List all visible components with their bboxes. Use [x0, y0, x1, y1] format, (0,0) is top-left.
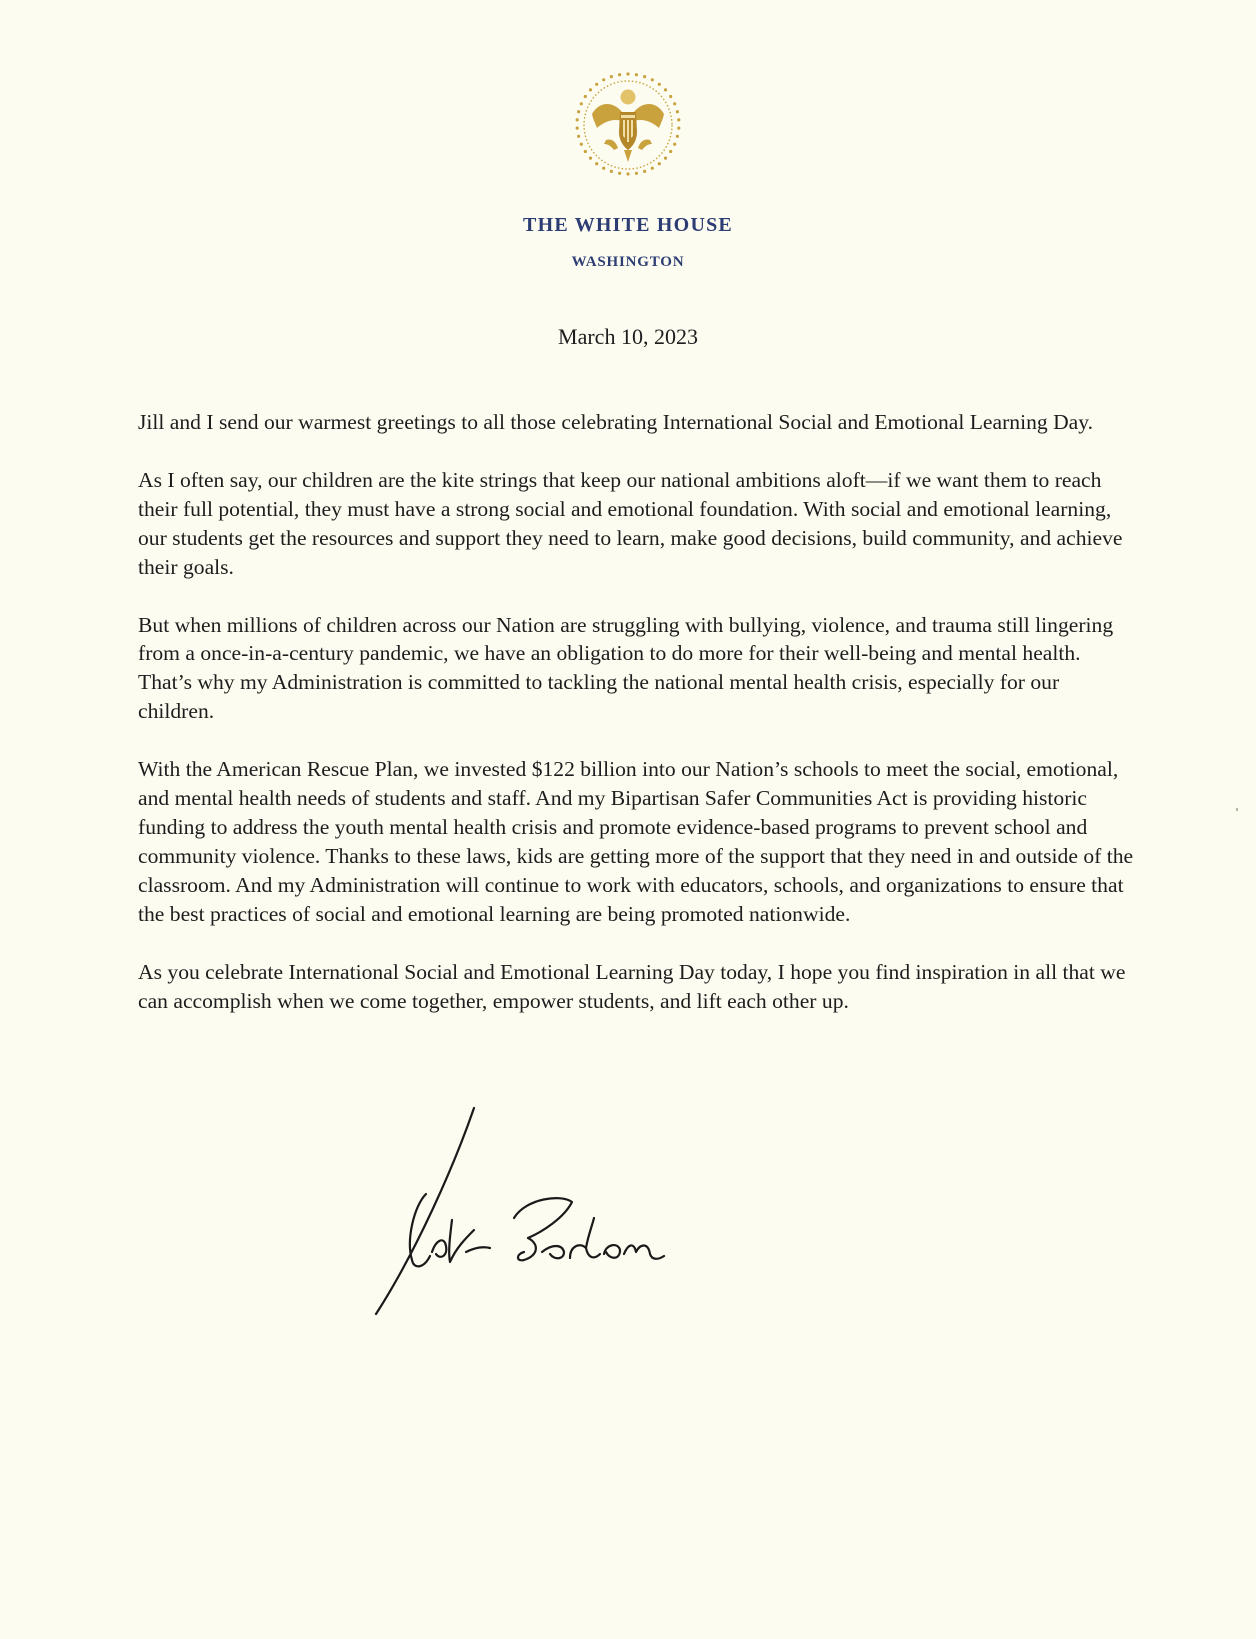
letter-paragraph-4: With the American Rescue Plan, we invested $122 billion into our Nation’s schools to meet the social, emotional, and mental health needs of students and staff. And my Bipartisan Safer Communities Act is providing historic funding to address the youth mental health crisis and promote evidence-based programs to prevent school and community violence. Thanks to these laws, kids are getting more of the support that they need in and outside of the classroom. And my Administration will continue to work with educators, schools, and organizations to ensure that the best practices of social and emotional learning are being promoted nationwide. — [138, 757, 1134, 926]
letter-paragraph-2: As I often say, our children are the kite strings that keep our national ambitions aloft—if we want them to reach their full potential, they must have a strong social and emotional foundation. With social and emotional learning, our students get the resources and support they need to learn, make good decisions, build community, and achieve their goals. — [138, 467, 1123, 579]
handwritten-signature — [366, 1102, 686, 1322]
letter-paragraph-5: As you celebrate International Social and Emotional Learning Day today, I hope you find inspiration in all that we can accomplish when we come together, empower students, and lift each other up. — [138, 959, 1126, 1013]
letter-body — [138, 408, 1138, 1044]
eagle-icon — [592, 90, 664, 163]
letter-paragraph-1: Jill and I send our warmest greetings to all those celebrating International Social and Emotional Learning Day. — [138, 410, 1094, 434]
paper-speck — [1236, 808, 1238, 811]
letter-date: March 10, 2023 — [558, 324, 698, 349]
letterhead-subtitle: WASHINGTON — [571, 254, 685, 270]
letter-paragraph-3: But when millions of children across our Nation are struggling with bullying, violence, and trauma still lingering from a once-in-a-century pandemic, we have an obligation to do more for their well-being and mental health. That’s why my Administration is committed to tackling the national mental health crisis, especially for our children. — [138, 612, 1114, 724]
presidential-seal-icon — [570, 70, 686, 186]
letterhead-title: THE WHITE HOUSE — [523, 214, 733, 236]
